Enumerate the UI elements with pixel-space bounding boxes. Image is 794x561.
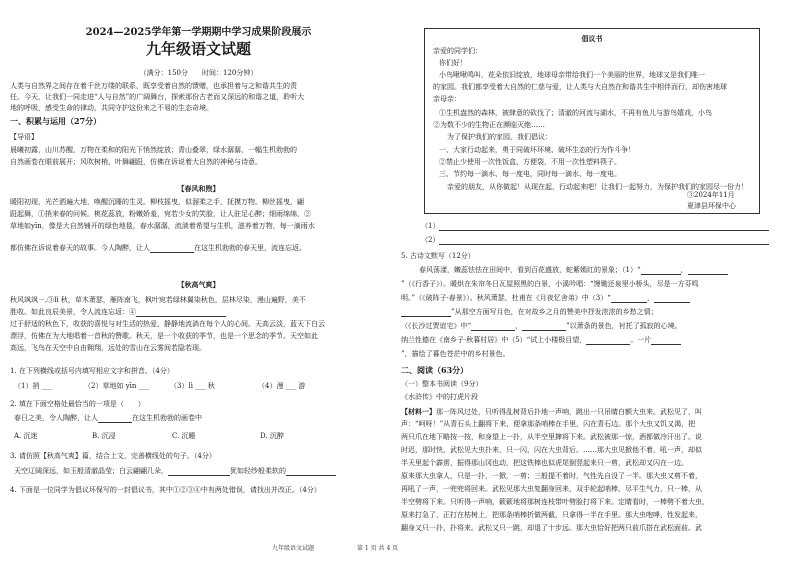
material-text: 那一阵风过处，只听得乱树背后扑地一声响，跳出一只吊睛白额大虫来。武松见了，叫	[436, 408, 702, 416]
q5-text: ”从那空方面写月色，在对故乡之月的赞美中抒发浓浓的乡愁之情；	[451, 308, 658, 316]
answer-blank[interactable]	[522, 322, 566, 331]
q3-stem	[14, 467, 336, 476]
answer-blank[interactable]	[136, 308, 226, 317]
answer-line	[421, 222, 769, 231]
guide-line: 自然画卷在眼前展开；风吹树梢，叶舞翩跹，仿佛在诉说着大自然的神秘与诗意。	[10, 158, 262, 166]
q5-line: 明。”（《破阵子·春景》）。秋风萧瑟，杜甫在《月夜忆舍弟》中（3）“ ，	[401, 294, 690, 303]
answer-blank[interactable]	[439, 222, 769, 231]
answer-blank[interactable]	[150, 244, 194, 253]
spring-line: 草地如yīn，像是大自然铺开的绿色地毯，春水潺潺，流淌着希望与生机，滋养着万物，每一滴雨水	[10, 222, 315, 230]
intro-line: 人类与自然界之间存在着千丝万缕的联系，既享受着自然的馈赠，也承担着与之和谐共生的责	[10, 82, 297, 90]
question-4: 4. 下面是一位同学为倡议环保写的一封倡议书，其中①②③④中有两处错误，请找出并改正。（4分）	[10, 486, 321, 494]
question-2: 2. 填在下面空格处最恰当的一项是（ ）	[10, 400, 145, 408]
q5-line: ”（《行香子》）。暖烘在朱帘冬日瓦屋照黑的白景，小溪吟唱：“馒锄还泉里小桥头，尽是一方芬鸣	[401, 280, 699, 288]
exam-title: 2024—2025学年第一学期期中学习成果阶段展示	[85, 27, 312, 38]
proposal-para: 为了保护我们的家园，我们倡议：	[433, 133, 552, 141]
autumn-line: 过于舒适的秋色下，收获的喜悦与对生活的热爱，静静地流淌在每个人的心间。天高云淡，蓝天下白云	[10, 320, 325, 328]
q2-stem	[14, 414, 202, 423]
footer-left: 九年级语文试题	[272, 545, 315, 552]
material-line: 半天里起个霹雳，振得那山冈也动，把这铁棒也似虎尾倒竖起来只一剪，武松却又闪在一边。	[401, 459, 688, 467]
question-5: 5. 古诗文默写（12分）	[401, 252, 475, 260]
proposal-item: ②禁止少使用一次性饭盒、方便袋，不用一次性塑料筷子。	[439, 158, 621, 166]
answer-blank[interactable]	[654, 294, 690, 303]
intro-line: 任。今天，让我们一同走进“人与自然”的广阔舞台，探索那份古老而又深远的和谐之道，聆听大	[10, 93, 305, 101]
q5-text: （《长沙过贾谊宅》中“	[401, 322, 472, 330]
proposal-item: 一、大家行动起来，勇于同破坏环境、破坏生态的行为作斗争！	[439, 146, 635, 154]
q2-stem-end: 在这生机勃勃的画卷中	[132, 414, 202, 422]
autumn-tag: 【秋高气爽】	[177, 280, 220, 289]
proposal-signature: 夏津县环保中心	[687, 202, 736, 210]
q5-line: 春风荡漾，嫩蕊怯怯在田间中，看到百花盛放，蛇紫嫣红的景象；（1）“ ，	[419, 266, 728, 275]
score-time: （满分：150分 时间：120分钟）	[139, 69, 258, 77]
question-1: 1. 在下列横线或括号内填写相应文字和拼音。（4分）	[10, 367, 174, 375]
spring-line: 跹起舞，①捎来春的问候。桃花蕊放，粉嫩娇羞，宛若少女的笑脸，让人驻足心醉；细雨绵绵，②	[10, 210, 311, 218]
footer-right: 第 1 页 共 4 页	[357, 545, 399, 552]
q5-line: 纳兰性德在《南乡子·秋暮村居》中（5）“试上小楼极目望， 。一片	[401, 336, 681, 345]
q2-option-c[interactable]: C. 沉睡	[172, 432, 196, 440]
answer-blank[interactable]	[401, 308, 451, 317]
spring-tag: 【春风和煦】	[177, 184, 220, 193]
proposal-date: ③2024年11月	[687, 191, 735, 199]
q2-option-d[interactable]: D. 沉醉	[260, 432, 284, 440]
q5-line: （《长沙过贾谊宅》中“ ， ”以萧条的景色，衬托了孤寂的心境。	[401, 322, 682, 330]
q1-item[interactable]: （1）捎 ___	[14, 382, 53, 390]
answer-blank[interactable]	[168, 467, 230, 476]
spring-line-start: 都仿佛在诉说着春天的故事。今人陶醉，让人	[10, 244, 150, 252]
proposal-hello: 你们好！	[439, 59, 467, 67]
book-title: 《水浒传》中的打虎片段	[401, 393, 478, 401]
q5-line	[401, 308, 658, 317]
q5-line: ”，描绘了暮色苍茫中的乡村景色。	[401, 350, 510, 358]
q1-item[interactable]: （3）lì ___ 秋	[170, 382, 215, 390]
answer-blank[interactable]	[586, 336, 630, 345]
intro-line: 地的呼吸，感受生命的律动，共同守护这份来之不易的生态奇境。	[10, 104, 213, 112]
material-line: 声：“呵呀！”从青石头上翻将下来，便拿那条哨棒在手里，闪在青石边。那个大虫又饥又渴，把	[401, 420, 696, 428]
autumn-line: 秋风飒飒ㄧ,③lì 秋，草木萧瑟，雁阵南飞，枫叶宛若绿林翼染秋色，层林尽染，漫山遍野，美不	[10, 296, 306, 304]
proposal-para: ①生机盎然的森林，被肆意的砍伐了；清澈的河流与湖水，不再有鱼儿与游鸟嬉戏，小鸟	[439, 109, 712, 117]
q3-stem-start: 天空辽阔深远，如玉般清澈晶莹；白云翩翩几朵，	[14, 467, 168, 475]
answer-line	[421, 236, 769, 245]
proposal-para: 的家园。我们都享受着大自然的仁慈与爱，让人类与大自然在和谐共生中相伴而行，却伤害地球	[433, 83, 727, 91]
q5-text: 明。”（《破阵子·春景》）。秋风萧瑟，杜甫在《月夜忆舍弟》中（3）“	[401, 294, 611, 302]
guide-line: 晨曦初露，山川苏醒，万物在柔和的阳光下悄然绽放；青山叠翠，绿水潺潺，一幅生机勃勃的	[10, 146, 297, 154]
q1-item[interactable]: （2）草地如 yīn ___	[84, 382, 150, 390]
right-page	[357, 0, 794, 561]
q1-item[interactable]: （4）漫 ___ 游	[258, 382, 306, 390]
proposal-title: 倡议书	[581, 34, 603, 43]
proposal-para: 亲母亲：	[433, 95, 461, 103]
answer-blank[interactable]	[611, 294, 647, 303]
proposal-para: ②为数不少的生物正在濒临灭绝……	[433, 121, 545, 129]
subject-title: 九年级语文试题	[145, 40, 251, 58]
section1-heading: 一、积累与运用（27分）	[10, 116, 102, 126]
answer-blank[interactable]	[641, 266, 681, 275]
autumn-line: 高远，飞鸟在天空中自由翱翔，远处的雪山在云雾间若隐若现。	[10, 344, 206, 352]
answer-blank[interactable]	[286, 467, 336, 476]
spring-line: 暖阳初现，光芒洒遍大地，唤醒沉睡的生灵。柳枝摇曳，似溜柔之手，抚摸万物。柳丝摇曳，翩	[10, 198, 304, 206]
q5-text: 春风荡漾，嫩蕊怯怯在田间中，看到百花盛放，蛇紫嫣红的景象；（1）“	[419, 266, 641, 274]
material-tag: 【材料一】	[401, 407, 436, 416]
answer-label: （1）	[421, 222, 440, 230]
answer-blank[interactable]	[688, 266, 728, 275]
q2-option-a[interactable]: A. 沉迷	[14, 432, 38, 440]
proposal-item: 三、节约每一滴水、每一度电，同时每一滴水、每一度电。	[439, 170, 621, 178]
autumn-line-start: 胜收。如此良辰美景，令人流连忘返：④	[10, 308, 136, 316]
material-line: 时迟，那时快，武松见大虫扑来，只一闪，闪在大虫背后。……那大虫见掀他不着，吼一声，却似	[401, 446, 702, 454]
material-line: 半空劈将下来。只听得一声响，簌簌地将那树连枝带叶劈脸打将下来。定睛看时，一棒劈不着大虫，	[401, 498, 709, 506]
q5-text: 纳兰性德在《南乡子·秋暮村居》中（5）“试上小楼极目望，	[401, 336, 587, 344]
material-line: 翻身又只一扑，扑将来。武松又只一跳，却退了十步远。那大虫恰好把两只前爪搭在武松面前。武	[401, 524, 702, 532]
material-line: 原来打急了，正打在枯树上，把那条哨棒折做两截，只拿得一半在手里。那大虫咆哮，性发起来，	[401, 511, 702, 519]
autumn-line: 漂浮，仿佛在为大地唱着一首秋的赞歌。秋天，是一个收获的季节，也是一个思念的季节。天空如此	[10, 332, 318, 340]
question-3: 3. 请仿照【秋高气爽】篇，结合上文，完善横线处的句子。（4分）	[10, 452, 216, 460]
spring-line-end: 在这生机勃勃的春天里，流连忘返。	[194, 244, 306, 252]
answer-blank[interactable]	[471, 322, 515, 331]
material-line	[401, 407, 702, 417]
material-line: 两只爪在地下略按一按，和身望上一扑，从半空里撺将下来。武松被那一惊，酒都做冷汗出了。说	[401, 433, 702, 441]
answer-blank[interactable]	[439, 236, 769, 245]
spring-line	[10, 244, 306, 253]
material-line: 再吼了一声，一兜兜将回来。武松见那大虫复翻身回来，双手轮起哨棒，尽平生气力，只一棒，从	[401, 485, 702, 493]
section2-sub: （一）整本书阅读（9分）	[401, 380, 483, 388]
q5-text: ”以萧条的景色，衬托了孤寂的心境。	[566, 322, 682, 330]
proposal-greeting: 亲爱的同学们：	[433, 47, 482, 55]
q2-option-b[interactable]: B. 沉浸	[92, 432, 116, 440]
answer-blank[interactable]	[651, 336, 681, 345]
autumn-line	[10, 308, 226, 317]
q3-stem-mid: 犹如轻纱般柔软的	[230, 467, 286, 475]
proposal-closing: 亲爱的朋友，从你做起！从现在起，行动起来吧！让我们一起努力，为保护我们的家园尽一份力！	[433, 183, 748, 191]
proposal-para: 小鸟啾啾鸣叫，花朵依旧绽放，地球母亲带给我们一个美丽的世界，地球又是我们唯一	[439, 71, 705, 79]
q2-stem-start: 春日之美，令人陶醉，让人	[14, 414, 98, 422]
answer-label: （2）	[421, 236, 440, 244]
section2-heading: 二、阅读（63分）	[401, 365, 469, 375]
guide-tag: 【导语】	[10, 133, 38, 141]
material-line: 原来那大虫拿人，只是一扑，一掀，一剪；三般提不着时，气性先自没了一半。那大虫又剪不着，	[401, 472, 702, 480]
answer-blank[interactable]	[98, 414, 132, 423]
